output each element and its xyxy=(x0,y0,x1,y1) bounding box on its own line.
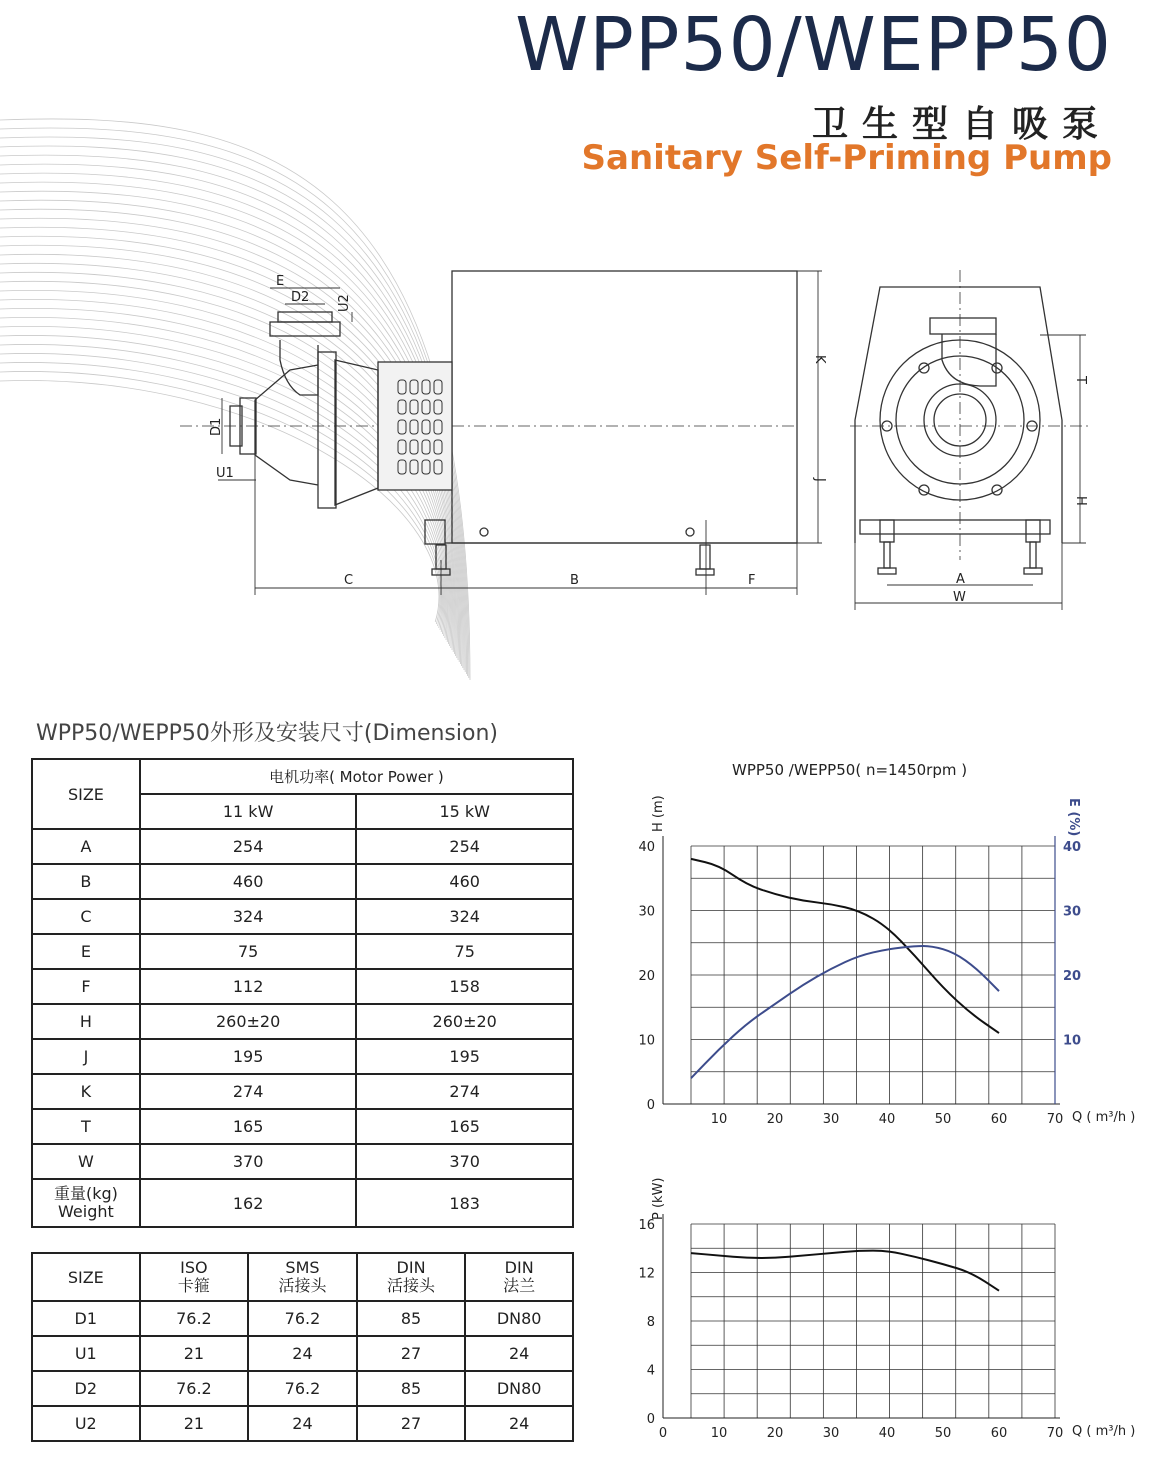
label-U2: U2 xyxy=(337,294,352,312)
cell-value: 370 xyxy=(140,1144,357,1179)
table-row xyxy=(32,1109,573,1144)
col-top: ISO xyxy=(180,1258,208,1277)
row-label: W xyxy=(32,1144,140,1179)
row-label: U1 xyxy=(32,1336,140,1371)
cell-value: 254 xyxy=(140,829,357,864)
row-label: D2 xyxy=(32,1371,140,1406)
weight-label xyxy=(32,1179,140,1227)
cell-value: 460 xyxy=(140,864,357,899)
table-row xyxy=(32,1039,573,1074)
cell-value: 75 xyxy=(140,934,357,969)
cell-value: 24 xyxy=(465,1406,573,1441)
table-row xyxy=(32,1301,573,1336)
performance-charts xyxy=(600,750,1152,1450)
cell-value: 260±20 xyxy=(140,1004,357,1039)
y2-tick-label: 10 xyxy=(1063,1033,1082,1049)
title-english: Sanitary Self-Priming Pump xyxy=(581,138,1112,178)
cell-value: 75 xyxy=(356,934,573,969)
col-din-flange xyxy=(465,1253,573,1301)
x-tick-label: 20 xyxy=(766,1426,784,1441)
axis-label-h: H (m) xyxy=(651,795,666,832)
y2-tick-label: 30 xyxy=(1063,904,1082,920)
cell-value: 76.2 xyxy=(140,1301,249,1336)
pump-dimension-drawing xyxy=(0,0,1152,700)
row-label: D1 xyxy=(32,1301,140,1336)
col-din-union xyxy=(357,1253,466,1301)
cell-value: 24 xyxy=(248,1406,357,1441)
cell-value: 24 xyxy=(465,1336,573,1371)
y-tick-label: 30 xyxy=(638,904,655,920)
size-header: SIZE xyxy=(32,1253,140,1301)
cell-value: 24 xyxy=(248,1336,357,1371)
table-row xyxy=(32,1371,573,1406)
y2-tick-label: 40 xyxy=(1063,840,1082,855)
label-J: J xyxy=(812,478,827,482)
motor-housing xyxy=(452,271,797,543)
x-tick-label: 10 xyxy=(710,1112,728,1127)
table-row xyxy=(32,1004,573,1039)
axis-label-p: P (kW) xyxy=(651,1177,666,1220)
label-E: E xyxy=(276,274,285,289)
col-top: SMS xyxy=(285,1258,320,1277)
cell-value: 162 xyxy=(140,1179,357,1227)
row-label: H xyxy=(32,1004,140,1039)
cell-value: 324 xyxy=(356,899,573,934)
x-tick-label: 70 xyxy=(1046,1112,1064,1127)
cell-value: 195 xyxy=(356,1039,573,1074)
row-label: A xyxy=(32,829,140,864)
table-row xyxy=(32,969,573,1004)
label-K: K xyxy=(812,355,827,364)
cell-value: 260±20 xyxy=(356,1004,573,1039)
y-tick-label: 12 xyxy=(638,1266,655,1282)
table-row xyxy=(32,1144,573,1179)
table-row xyxy=(32,829,573,864)
cell-value: 158 xyxy=(356,969,573,1004)
series-line-P xyxy=(691,1251,999,1291)
y-tick-label: 10 xyxy=(638,1033,655,1049)
chart-title: WPP50 /WEPP50( n=1450rpm ) xyxy=(732,761,968,779)
cell-value: 183 xyxy=(356,1179,573,1227)
weight-label-cn: 重量(kg) xyxy=(53,1184,118,1203)
table-row xyxy=(32,864,573,899)
x-tick-label: 10 xyxy=(710,1426,728,1441)
cell-value: 76.2 xyxy=(140,1371,249,1406)
x-tick-label: 70 xyxy=(1046,1426,1064,1441)
label-D1: D1 xyxy=(209,417,224,436)
row-label: T xyxy=(32,1109,140,1144)
cell-value: 112 xyxy=(140,969,357,1004)
y-tick-label: 0 xyxy=(646,1412,655,1427)
connection-table xyxy=(31,1252,574,1442)
cell-value: 460 xyxy=(356,864,573,899)
col-sms xyxy=(248,1253,357,1301)
front-bolts xyxy=(882,363,1037,495)
cell-value: 27 xyxy=(357,1406,466,1441)
label-C: C xyxy=(344,573,354,588)
cell-value: 370 xyxy=(356,1144,573,1179)
power-11kw: 11 kW xyxy=(140,794,357,829)
col-top: DIN xyxy=(396,1258,426,1277)
table-row xyxy=(32,934,573,969)
model-title: WPP50/WEPP50 xyxy=(515,2,1112,88)
cell-value: 165 xyxy=(140,1109,357,1144)
dimension-heading: WPP50/WEPP50外形及安装尺寸(Dimension) xyxy=(36,721,498,746)
cell-value: 21 xyxy=(140,1406,249,1441)
x-tick-label: 30 xyxy=(822,1426,840,1441)
cell-value: 85 xyxy=(357,1371,466,1406)
table-row xyxy=(32,1406,573,1441)
table-row xyxy=(32,1074,573,1109)
x-tick-label: 20 xyxy=(766,1112,784,1127)
cell-value: 21 xyxy=(140,1336,249,1371)
cell-value: 324 xyxy=(140,899,357,934)
col-bottom: 卡箍 xyxy=(177,1276,210,1295)
y-tick-label: 16 xyxy=(638,1218,655,1233)
row-label: B xyxy=(32,864,140,899)
cell-value: 76.2 xyxy=(248,1371,357,1406)
feet xyxy=(432,545,714,575)
y-tick-label: 4 xyxy=(646,1363,655,1379)
x-tick-label: 50 xyxy=(934,1426,952,1441)
cell-value: DN80 xyxy=(465,1371,573,1406)
label-U1: U1 xyxy=(216,466,234,481)
label-F: F xyxy=(748,573,756,588)
cell-value: 254 xyxy=(356,829,573,864)
label-W: W xyxy=(953,590,966,605)
x-tick-label: 60 xyxy=(990,1426,1008,1441)
label-T: T xyxy=(1073,376,1088,384)
row-label: K xyxy=(32,1074,140,1109)
label-B: B xyxy=(570,573,579,588)
table-row xyxy=(32,1336,573,1371)
cell-value: 274 xyxy=(140,1074,357,1109)
cell-value: 85 xyxy=(357,1301,466,1336)
col-iso xyxy=(140,1253,249,1301)
row-label: C xyxy=(32,899,140,934)
cell-value: 165 xyxy=(356,1109,573,1144)
y-tick-label: 40 xyxy=(638,840,655,855)
weight-label-en: Weight xyxy=(58,1202,114,1221)
cell-value: 195 xyxy=(140,1039,357,1074)
title-chinese: 卫生型自吸泵 xyxy=(811,104,1112,145)
row-label: J xyxy=(32,1039,140,1074)
label-D2: D2 xyxy=(291,290,310,305)
axis-label-e: E (%) xyxy=(1066,798,1081,837)
x-tick-label: 50 xyxy=(934,1112,952,1127)
x-tick-label: 30 xyxy=(822,1112,840,1127)
axis-label-q: Q ( m³/h ) xyxy=(1072,1424,1136,1439)
row-label: U2 xyxy=(32,1406,140,1441)
table-row xyxy=(32,1179,573,1227)
y2-tick-label: 20 xyxy=(1063,969,1082,984)
y-tick-label: 0 xyxy=(646,1098,655,1113)
cell-value: DN80 xyxy=(465,1301,573,1336)
size-header: SIZE xyxy=(32,759,140,829)
dimension-table xyxy=(31,758,574,1228)
label-A: A xyxy=(956,572,965,587)
head-efficiency-chart xyxy=(638,836,1081,1127)
power-chart xyxy=(638,1214,1063,1441)
x-tick-label: 0 xyxy=(658,1426,668,1441)
cell-value: 27 xyxy=(357,1336,466,1371)
label-H: H xyxy=(1073,496,1088,506)
cell-value: 76.2 xyxy=(248,1301,357,1336)
cell-value: 274 xyxy=(356,1074,573,1109)
table-row xyxy=(32,899,573,934)
x-tick-label: 40 xyxy=(878,1112,896,1127)
col-bottom: 法兰 xyxy=(503,1276,536,1295)
col-bottom: 活接头 xyxy=(387,1276,436,1295)
power-15kw: 15 kW xyxy=(356,794,573,829)
series-line-E xyxy=(691,946,999,1078)
x-tick-label: 40 xyxy=(878,1426,896,1441)
y-tick-label: 20 xyxy=(638,969,655,984)
row-label: F xyxy=(32,969,140,1004)
drawing-labels xyxy=(209,274,1088,605)
axis-label-q: Q ( m³/h ) xyxy=(1072,1110,1136,1125)
col-top: DIN xyxy=(504,1258,534,1277)
col-bottom: 活接头 xyxy=(278,1276,327,1295)
row-label: E xyxy=(32,934,140,969)
x-tick-label: 60 xyxy=(990,1112,1008,1127)
motor-power-header: 电机功率( Motor Power ) xyxy=(140,759,573,794)
y-tick-label: 8 xyxy=(646,1315,655,1330)
